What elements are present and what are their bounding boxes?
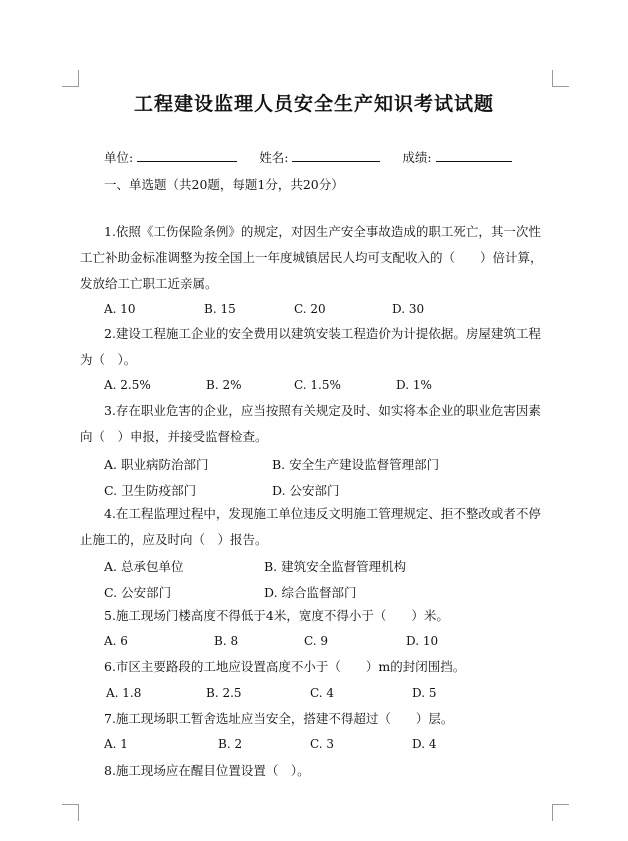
name-blank[interactable] <box>292 149 380 162</box>
option-d[interactable]: D. 30 <box>392 302 425 316</box>
option-d[interactable]: D. 10 <box>406 634 439 648</box>
question-line: 工亡补助金标准调整为按全国上一年度城镇居民人均可支配收入的（ ）倍计算， <box>80 250 543 265</box>
option-d[interactable]: D. 综合监督部门 <box>264 585 357 600</box>
question-line: 8.施工现场应在醒目位置设置（ ）。 <box>104 763 310 778</box>
option-a[interactable]: A. 1.8 <box>106 686 142 700</box>
option-a[interactable]: A. 职业病防治部门 <box>104 457 209 472</box>
option-d[interactable]: D. 1% <box>396 378 432 392</box>
unit-blank[interactable] <box>137 149 237 162</box>
option-b[interactable]: B. 8 <box>214 634 239 648</box>
question-line: 为（ ）。 <box>80 352 137 367</box>
page-corner-mark <box>62 70 79 87</box>
question-line: 止施工的，应及时向（ ）报告。 <box>80 532 268 547</box>
question-line: 1.依照《工伤保险条例》的规定，对因生产安全事故造成的职工死亡，其一次性 <box>104 224 541 239</box>
question-8 <box>80 758 552 784</box>
question-3 <box>80 398 552 450</box>
question-7 <box>80 706 552 732</box>
option-b[interactable]: B. 2 <box>218 737 243 751</box>
option-d[interactable]: D. 5 <box>412 686 437 700</box>
option-c[interactable]: C. 20 <box>294 302 326 316</box>
option-c[interactable]: C. 1.5% <box>294 378 341 392</box>
option-d[interactable]: D. 4 <box>412 737 437 751</box>
page-corner-mark <box>62 804 79 821</box>
info-row <box>104 148 512 166</box>
option-c[interactable]: C. 3 <box>310 737 335 751</box>
option-a[interactable]: A. 10 <box>104 302 136 316</box>
option-b[interactable]: B. 15 <box>204 302 236 316</box>
question-line: 发放给工亡职工近亲属。 <box>80 276 218 291</box>
question-line: 4.在工程监理过程中，发现施工单位违反文明施工管理规定、拒不整改或者不停 <box>104 506 541 521</box>
option-a[interactable]: A. 1 <box>104 737 128 751</box>
document-title: 工程建设监理人员安全生产知识考试试题 <box>133 93 494 115</box>
option-d[interactable]: D. 公安部门 <box>272 483 340 498</box>
option-c[interactable]: C. 卫生防疫部门 <box>104 483 197 498</box>
option-c[interactable]: C. 4 <box>310 686 335 700</box>
question-line: 5.施工现场门楼高度不得低于4米，宽度不得小于（ ）米。 <box>104 608 449 623</box>
option-a[interactable]: A. 总承包单位 <box>104 559 184 574</box>
question-2 <box>80 321 552 373</box>
section-heading: 一、单选题（共20题，每题1分，共20分） <box>104 177 344 192</box>
option-b[interactable]: B. 2% <box>206 378 242 392</box>
question-5 <box>80 603 552 629</box>
score-label: 成绩: <box>402 150 432 165</box>
question-1 <box>80 219 552 297</box>
option-a[interactable]: A. 2.5% <box>104 378 151 392</box>
option-a[interactable]: A. 6 <box>104 634 128 648</box>
question-4 <box>80 501 552 553</box>
question-line: 6.市区主要路段的工地应设置高度不小于（ ）m的封闭围挡。 <box>104 659 466 674</box>
question-6 <box>80 654 552 680</box>
option-c[interactable]: C. 公安部门 <box>104 585 172 600</box>
option-c[interactable]: C. 9 <box>304 634 329 648</box>
page-corner-mark <box>552 70 569 87</box>
page-corner-mark <box>552 804 569 821</box>
score-blank[interactable] <box>436 149 512 162</box>
question-line: 向（ ）申报，并接受监督检查。 <box>80 429 268 444</box>
name-label: 姓名: <box>259 150 289 165</box>
unit-label: 单位: <box>104 150 134 165</box>
question-line: 2.建设工程施工企业的安全费用以建筑安装工程造价为计提依据。房屋建筑工程 <box>104 326 541 341</box>
question-line: 3.存在职业危害的企业，应当按照有关规定及时、如实将本企业的职业危害因素 <box>104 403 541 418</box>
option-b[interactable]: B. 安全生产建设监督管理部门 <box>272 457 440 472</box>
option-b[interactable]: B. 2.5 <box>206 686 242 700</box>
option-b[interactable]: B. 建筑安全监督管理机构 <box>264 559 407 574</box>
question-line: 7.施工现场职工暂舍选址应当安全，搭建不得超过（ ）层。 <box>104 711 454 726</box>
